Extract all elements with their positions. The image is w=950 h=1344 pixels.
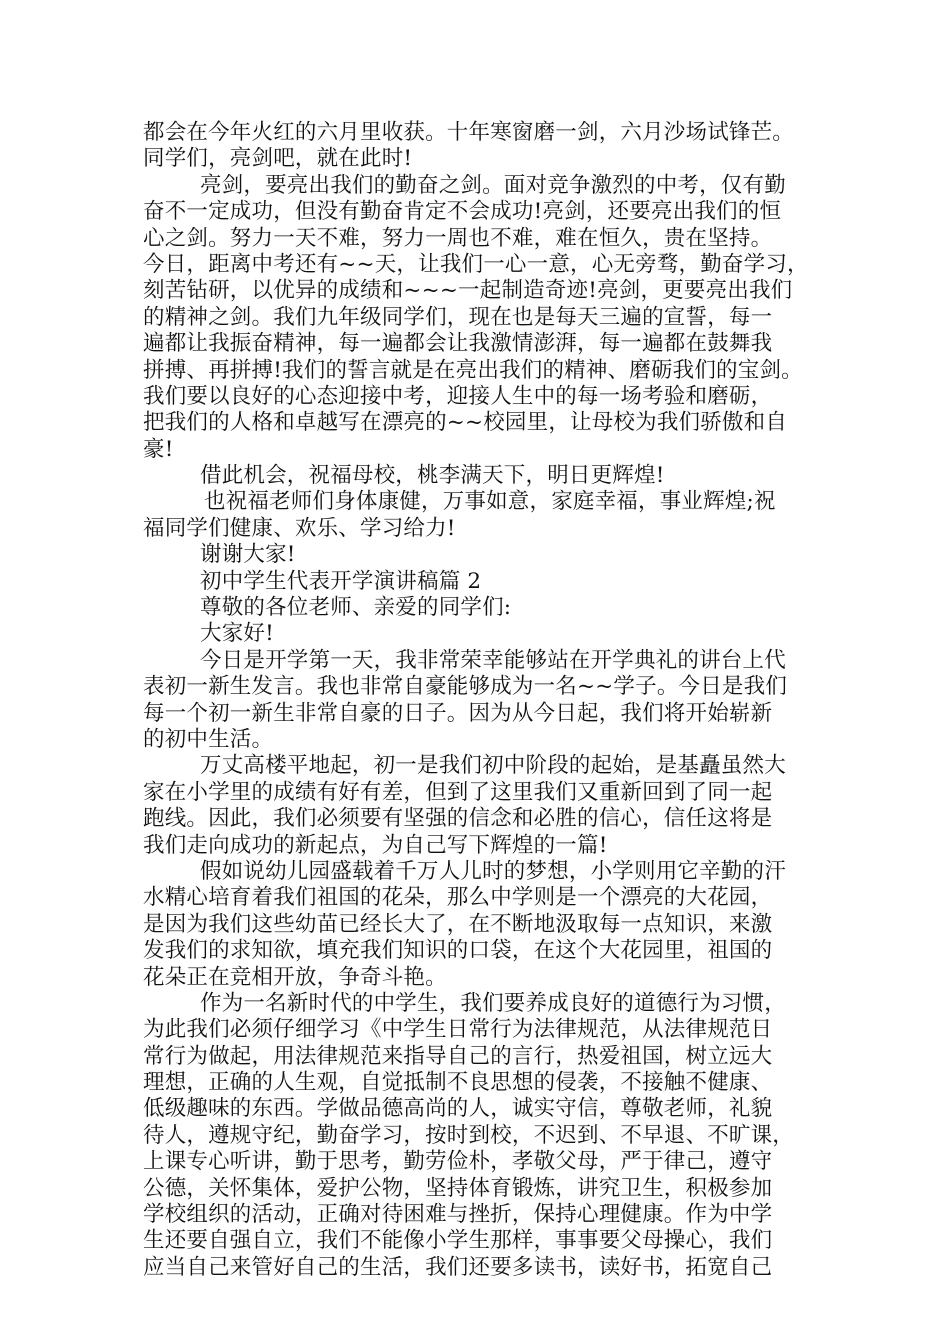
text-line: 豪! xyxy=(143,436,174,462)
text-line: 学校组织的活动，正确对待困难与挫折，保持心理健康。作为中学 xyxy=(143,1202,773,1228)
text-line: 心之剑。努力一天不难，努力一周也不难，难在恒久，贵在坚持。 xyxy=(143,225,773,251)
text-line: 生还要自强自立，我们不能像小学生那样，事事要父母操心，我们 xyxy=(143,1228,773,1254)
text-line: 遍都让我振奋精神，每一遍都会让我激情澎湃，每一遍都在鼓舞我 xyxy=(143,331,773,357)
text-line: 同学们，亮剑吧，就在此时! xyxy=(143,146,413,172)
text-line: 作为一名新时代的中学生，我们要养成良好的道德行为习惯， xyxy=(200,990,786,1016)
text-line: 奋不一定成功，但没有勤奋肯定不会成功!亮剑，还要亮出我们的恒 xyxy=(143,199,782,225)
text-line: 理想，正确的人生观，自觉抵制不良思想的侵袭，不接触不健康、 xyxy=(143,1070,773,1096)
text-line: 初中学生代表开学演讲稿篇 2 xyxy=(200,568,482,594)
text-line: 公德，关怀集体，爱护公物，坚持体育锻炼，讲究卫生，积极参加 xyxy=(143,1175,773,1201)
text-line: 也祝福老师们身体康健，万事如意，家庭幸福，事业辉煌;祝 xyxy=(204,489,776,515)
text-line: 花朵正在竞相开放，争奇斗艳。 xyxy=(143,964,447,990)
text-line: 拼搏、再拼搏!我们的誓言就是在亮出我们的精神、磨砺我们的宝剑。 xyxy=(143,357,803,383)
text-line: 假如说幼儿园盛载着千万人儿时的梦想，小学则用它辛勤的汗 xyxy=(200,858,786,884)
text-line: 的初中生活。 xyxy=(143,726,274,752)
text-line: 应当自己来管好自己的生活，我们还要多读书，读好书，拓宽自己 xyxy=(143,1254,773,1280)
text-line: 万丈高楼平地起，初一是我们初中阶段的起始，是基矗虽然大 xyxy=(200,753,786,779)
text-line: 为此我们必须仔细学习《中学生日常行为法律规范，从法律规范日 xyxy=(143,1017,773,1043)
text-line: 每一个初一新生非常自豪的日子。因为从今日起，我们将开始崭新 xyxy=(143,700,773,726)
text-line: 我们要以良好的心态迎接中考，迎接人生中的每一场考验和磨砺， xyxy=(143,383,773,409)
text-line: 今日是开学第一天，我非常荣幸能够站在开学典礼的讲台上代 xyxy=(200,647,786,673)
text-line: 今日，距离中考还有~~天，让我们一心一意，心无旁骛，勤奋学习， xyxy=(143,251,809,277)
text-line: 上课专心听讲，勤于思考，勤劳俭朴，孝敬父母，严于律己，遵守 xyxy=(143,1149,773,1175)
text-line: 水精心培育着我们祖国的花朵，那么中学则是一个漂亮的大花园， xyxy=(143,885,773,911)
text-line: 谢谢大家! xyxy=(200,542,296,568)
text-line: 把我们的人格和卓越写在漂亮的~~校园里，让母校为我们骄傲和自 xyxy=(143,410,788,436)
text-line: 是因为我们这些幼苗已经长大了，在不断地汲取每一点知识，来激 xyxy=(143,911,773,937)
text-line: 我们走向成功的新起点，为自己写下辉煌的一篇! xyxy=(143,832,608,858)
text-line: 都会在今年火红的六月里收获。十年寒窗磨一剑，六月沙场试锋芒。 xyxy=(143,120,795,145)
text-line: 跑线。因此，我们必须要有坚强的信念和必胜的信心，信任这将是 xyxy=(143,806,773,832)
text-line: 亮剑，要亮出我们的勤奋之剑。面对竞争激烈的中考，仅有勤 xyxy=(200,172,786,198)
text-line: 待人，遵规守纪，勤奋学习，按时到校，不迟到、不早退、不旷课， xyxy=(143,1122,795,1148)
text-line: 借此机会，祝福母校，桃李满天下，明日更辉煌! xyxy=(200,463,665,489)
text-line: 低级趣味的东西。学做品德高尚的人，诚实守信，尊敬老师，礼貌 xyxy=(143,1096,773,1122)
text-line: 大家好! xyxy=(200,621,274,647)
document-body xyxy=(143,120,833,1281)
text-line: 发我们的求知欲，填充我们知识的口袋，在这个大花园里，祖国的 xyxy=(143,938,773,964)
text-line: 家在小学里的成绩有好有差，但到了这里我们又重新回到了同一起 xyxy=(143,779,773,805)
text-line: 的精神之剑。我们九年级同学们，现在也是每天三遍的宣誓，每一 xyxy=(143,304,773,330)
text-line: 刻苦钻研，以优异的成绩和~~~一起制造奇迹!亮剑，更要亮出我们 xyxy=(143,278,793,304)
text-line: 表初一新生发言。我也非常自豪能够成为一名~~学子。今日是我们 xyxy=(143,674,788,700)
text-line: 福同学们健康、欢乐、学习给力! xyxy=(143,515,456,541)
text-line: 常行为做起，用法律规范来指导自己的言行，热爱祖国，树立远大 xyxy=(143,1043,773,1069)
text-line: 尊敬的各位老师、亲爱的同学们: xyxy=(200,595,512,621)
